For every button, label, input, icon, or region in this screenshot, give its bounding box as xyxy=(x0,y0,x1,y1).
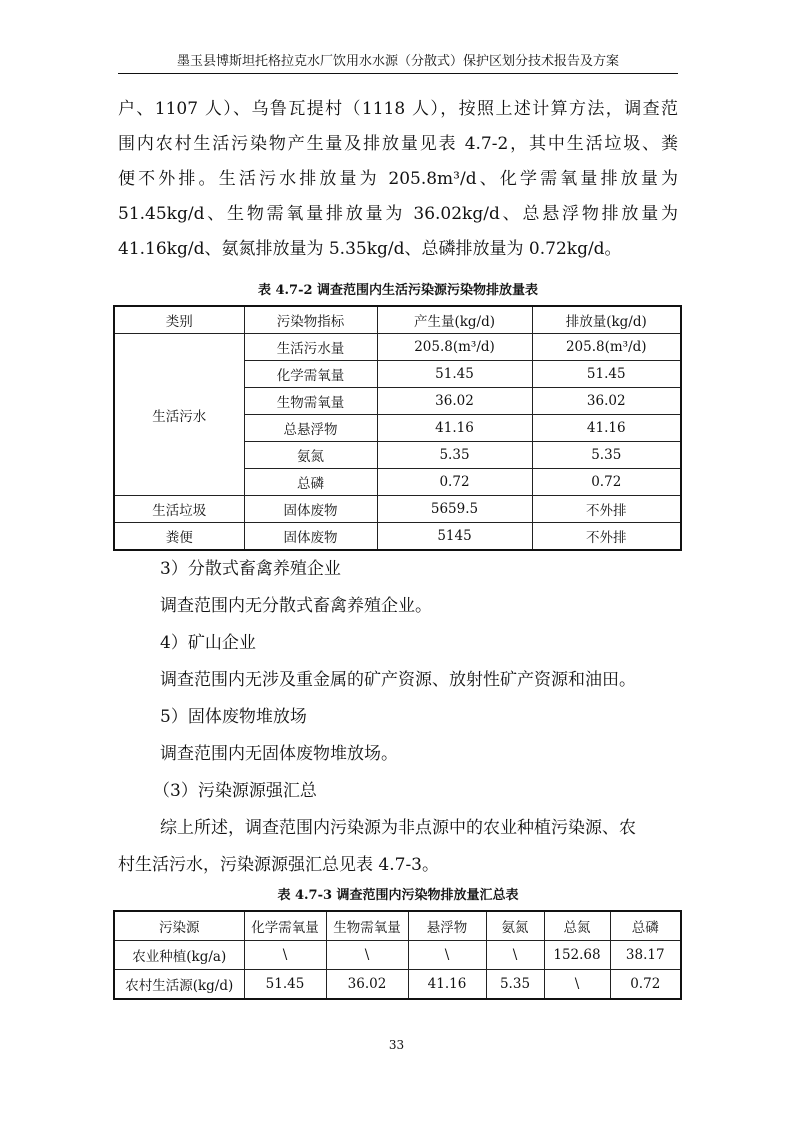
table-row xyxy=(114,334,681,361)
section-text: 调查范围内无涉及重金属的矿产资源、放射性矿产资源和油田。 xyxy=(160,670,636,690)
cell: 不外排 xyxy=(532,496,681,523)
cell: 205.8(m³/d) xyxy=(532,334,681,361)
cell: 51.45 xyxy=(377,361,532,388)
table1-caption: 表 4.7-2 调查范围内生活污染源污染物排放量表 xyxy=(257,283,539,298)
cell: 农村生活源(kg/d) xyxy=(114,970,244,1000)
cell: 36.02 xyxy=(377,388,532,415)
cell: 不外排 xyxy=(532,523,681,551)
sections-block xyxy=(118,551,688,884)
cell: \ xyxy=(326,941,408,970)
section-heading: 4）矿山企业 xyxy=(160,633,256,653)
table-header-row xyxy=(114,306,681,334)
page-number: 33 xyxy=(388,1038,405,1052)
cell: 化学需氧量 xyxy=(244,361,377,388)
section-heading: 3）分散式畜禽养殖企业 xyxy=(160,559,341,579)
cell: 粪便 xyxy=(114,523,244,551)
cell: 5659.5 xyxy=(377,496,532,523)
table-row xyxy=(114,523,681,551)
header-cell: 悬浮物 xyxy=(408,911,486,941)
cell: 0.72 xyxy=(610,970,681,1000)
emission-table xyxy=(113,305,682,551)
summary-line: 综上所述，调查范围内污染源为非点源中的农业种植污染源、农 xyxy=(160,818,636,838)
cell: 41.16 xyxy=(408,970,486,1000)
header-cell: 污染源 xyxy=(114,911,244,941)
cell: \ xyxy=(486,941,544,970)
cell: 38.17 xyxy=(610,941,681,970)
cell: 5145 xyxy=(377,523,532,551)
section-text: 调查范围内无分散式畜禽养殖企业。 xyxy=(160,596,432,616)
summary-table xyxy=(113,910,682,1000)
table-row xyxy=(114,970,681,1000)
table-row xyxy=(114,941,681,970)
cell: 51.45 xyxy=(244,970,326,1000)
header-cell: 类别 xyxy=(114,306,244,334)
cell: 农业种植(kg/a) xyxy=(114,941,244,970)
section-text: 调查范围内无固体废物堆放场。 xyxy=(160,744,398,764)
section-heading: 5）固体废物堆放场 xyxy=(160,707,307,727)
cell: 生活垃圾 xyxy=(114,496,244,523)
intro-paragraph xyxy=(118,92,678,267)
cell: 0.72 xyxy=(532,469,681,496)
cell: 固体废物 xyxy=(244,523,377,551)
cell: \ xyxy=(544,970,610,1000)
header-cell: 氨氮 xyxy=(486,911,544,941)
header-cell: 污染物指标 xyxy=(244,306,377,334)
cell: 152.68 xyxy=(544,941,610,970)
cell: 总悬浮物 xyxy=(244,415,377,442)
text-line: 户、1107 人）、乌鲁瓦提村（1118 人），按照上述计算方法，调查范 xyxy=(118,99,678,119)
cell: 36.02 xyxy=(326,970,408,1000)
cell: 41.16 xyxy=(532,415,681,442)
header-cell: 总磷 xyxy=(610,911,681,941)
cell: \ xyxy=(408,941,486,970)
cell: 51.45 xyxy=(532,361,681,388)
cell: 5.35 xyxy=(532,442,681,469)
table-row xyxy=(114,496,681,523)
header-cell: 化学需氧量 xyxy=(244,911,326,941)
cell: 205.8(m³/d) xyxy=(377,334,532,361)
cell: \ xyxy=(244,941,326,970)
text-line: 41.16kg/d、氨氮排放量为 5.35kg/d、总磷排放量为 0.72kg/d。 xyxy=(118,239,622,259)
cell: 生活污水量 xyxy=(244,334,377,361)
header-cell: 产生量(kg/d) xyxy=(377,306,532,334)
cell: 0.72 xyxy=(377,469,532,496)
header-cell: 总氮 xyxy=(544,911,610,941)
section-heading: （3）污染源源强汇总 xyxy=(153,781,317,801)
table2-caption: 表 4.7-3 调查范围内污染物排放量汇总表 xyxy=(277,888,519,903)
cell: 生物需氧量 xyxy=(244,388,377,415)
summary-line: 村生活污水，污染源源强汇总见表 4.7-3。 xyxy=(118,855,439,875)
cell: 氨氮 xyxy=(244,442,377,469)
table-header-row xyxy=(114,911,681,941)
header-cell: 生物需氧量 xyxy=(326,911,408,941)
text-line: 围内农村生活污染物产生量及排放量见表 4.7-2，其中生活垃圾、粪 xyxy=(118,134,678,154)
category-cell: 生活污水 xyxy=(114,334,244,496)
text-line: 51.45kg/d、生物需氧量排放量为 36.02kg/d、总悬浮物排放量为 xyxy=(118,204,678,224)
cell: 固体废物 xyxy=(244,496,377,523)
cell: 总磷 xyxy=(244,469,377,496)
header-cell: 排放量(kg/d) xyxy=(532,306,681,334)
cell: 5.35 xyxy=(486,970,544,1000)
text-line: 便不外排。生活污水排放量为 205.8m³/d、化学需氧量排放量为 xyxy=(118,169,678,189)
cell: 41.16 xyxy=(377,415,532,442)
cell: 36.02 xyxy=(532,388,681,415)
page-header: 墨玉县博斯坦托格拉克水厂饮用水水源（分散式）保护区划分技术报告及方案 xyxy=(118,50,678,74)
cell: 5.35 xyxy=(377,442,532,469)
